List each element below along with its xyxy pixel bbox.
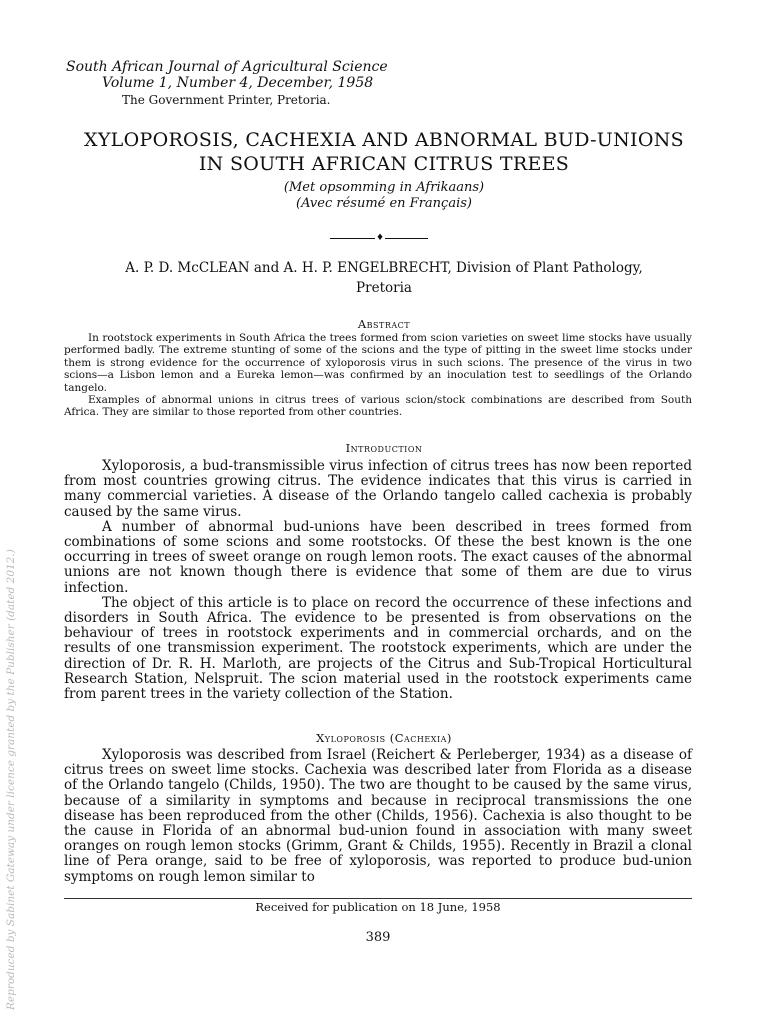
article-title (60, 128, 708, 176)
summary-languages (160, 180, 608, 212)
introduction-section (64, 459, 692, 702)
authors (60, 258, 708, 298)
footnote-rule (64, 898, 692, 899)
ornamental-divider (330, 231, 428, 245)
abstract-heading: Abstract (357, 317, 411, 331)
xyloporosis-heading: Xyloporosis (Cachexia) (316, 731, 452, 745)
introduction-heading: Introduction (345, 441, 423, 455)
journal-volume: Volume 1, Number 4, December, 1958 (102, 75, 374, 91)
xyloporosis-section (64, 748, 692, 885)
abstract-section (64, 332, 692, 419)
body-paragraph: Xyloporosis, a bud-transmissible virus infection of citrus trees has now been reported from most countries growing citrus. The evidence indicates that this virus is carried in many commercial varieties. A disease of the Orlando tangelo called cachexia is probably caused by the same virus. (64, 458, 692, 520)
abstract-paragraph: In rootstock experiments in South Africa the trees formed from scion varieties on sweet lime stocks have usually performed badly. The extreme stunting of some of the scions and the type of pitting in the sweet lime stocks under them is strong evidence for the occurrence of xyloporosis virus in such scions. The presence of the virus in two scions—a Lisbon lemon and a Eureka lemon—was confirmed by an inoculation test to seedlings of the Orlando tangelo. (64, 332, 692, 394)
title-line-1: XYLOPOROSIS, CACHEXIA AND ABNORMAL BUD-UNIONS (84, 129, 684, 151)
divider-diamond-icon: ♦ (376, 233, 385, 243)
body-paragraph: A number of abnormal bud-unions have been described in trees formed from combinations of some scions and some rootstocks. Of these the best known is the one occurring in trees of sweet orange on rough lemon roots. The exact causes of the abnormal unions are not known though there is evidence that some of them are due to virus infection. (64, 518, 692, 596)
page-number: 389 (365, 930, 391, 945)
summary-afrikaans: (Met opsomming in Afrikaans) (283, 180, 485, 195)
received-footnote: Received for publication on 18 June, 1958 (255, 900, 501, 914)
authors-line-2: Pretoria (356, 280, 412, 296)
body-paragraph: Xyloporosis was described from Israel (Reichert & Perleberger, 1934) as a disease of citrus trees on sweet lime stocks. Cachexia was described later from Florida as a disease of the Orlando tangelo (Childs, 1950). The two are thought to be caused by the same virus, because of a similarity in symptoms and because in reciprocal transmissions the one disease has been reproduced from the other (Childs, 1956). Cachexia is also thought to be the cause in Florida of an abnormal bud-union found in association with many sweet oranges on rough lemon stocks (Grimm, Grant & Childs, 1955). Recently in Brazil a clonal line of Pera orange, said to be free of xyloporosis, was reported to produce bud-union symptoms on rough lemon similar to (64, 747, 692, 885)
publisher-watermark: Reproduced by Sabinet Gateway under licence granted by the Publisher (dated 2012.) (5, 549, 17, 1010)
authors-line-1: A. P. D. McCLEAN and A. H. P. ENGELBRECHT, Division of Plant Pathology, (125, 260, 643, 276)
title-line-2: IN SOUTH AFRICAN CITRUS TREES (198, 153, 570, 175)
abstract-paragraph: Examples of abnormal unions in citrus trees of various scion/stock combinations are described from South Africa. They are similar to those reported from other countries. (64, 394, 692, 419)
journal-name: South African Journal of Agricultural Science (66, 59, 388, 75)
summary-french: (Avec résumé en Français) (296, 196, 472, 211)
journal-header (66, 59, 446, 109)
journal-printer: The Government Printer, Pretoria. (122, 93, 331, 107)
body-paragraph: The object of this article is to place on record the occurrence of these infections and disorders in South Africa. The evidence to be presented is from observations on the behaviour of trees in rootstock experiments and in commercial orchards, and on the results of one transmission experiment. The rootstock experiments, which are under the direction of Dr. R. H. Marloth, are projects of the Citrus and Sub-Tropical Horticultural Research Station, Nelspruit. The scion material used in the rootstock experiments came from parent trees in the variety collection of the Station. (64, 594, 692, 703)
